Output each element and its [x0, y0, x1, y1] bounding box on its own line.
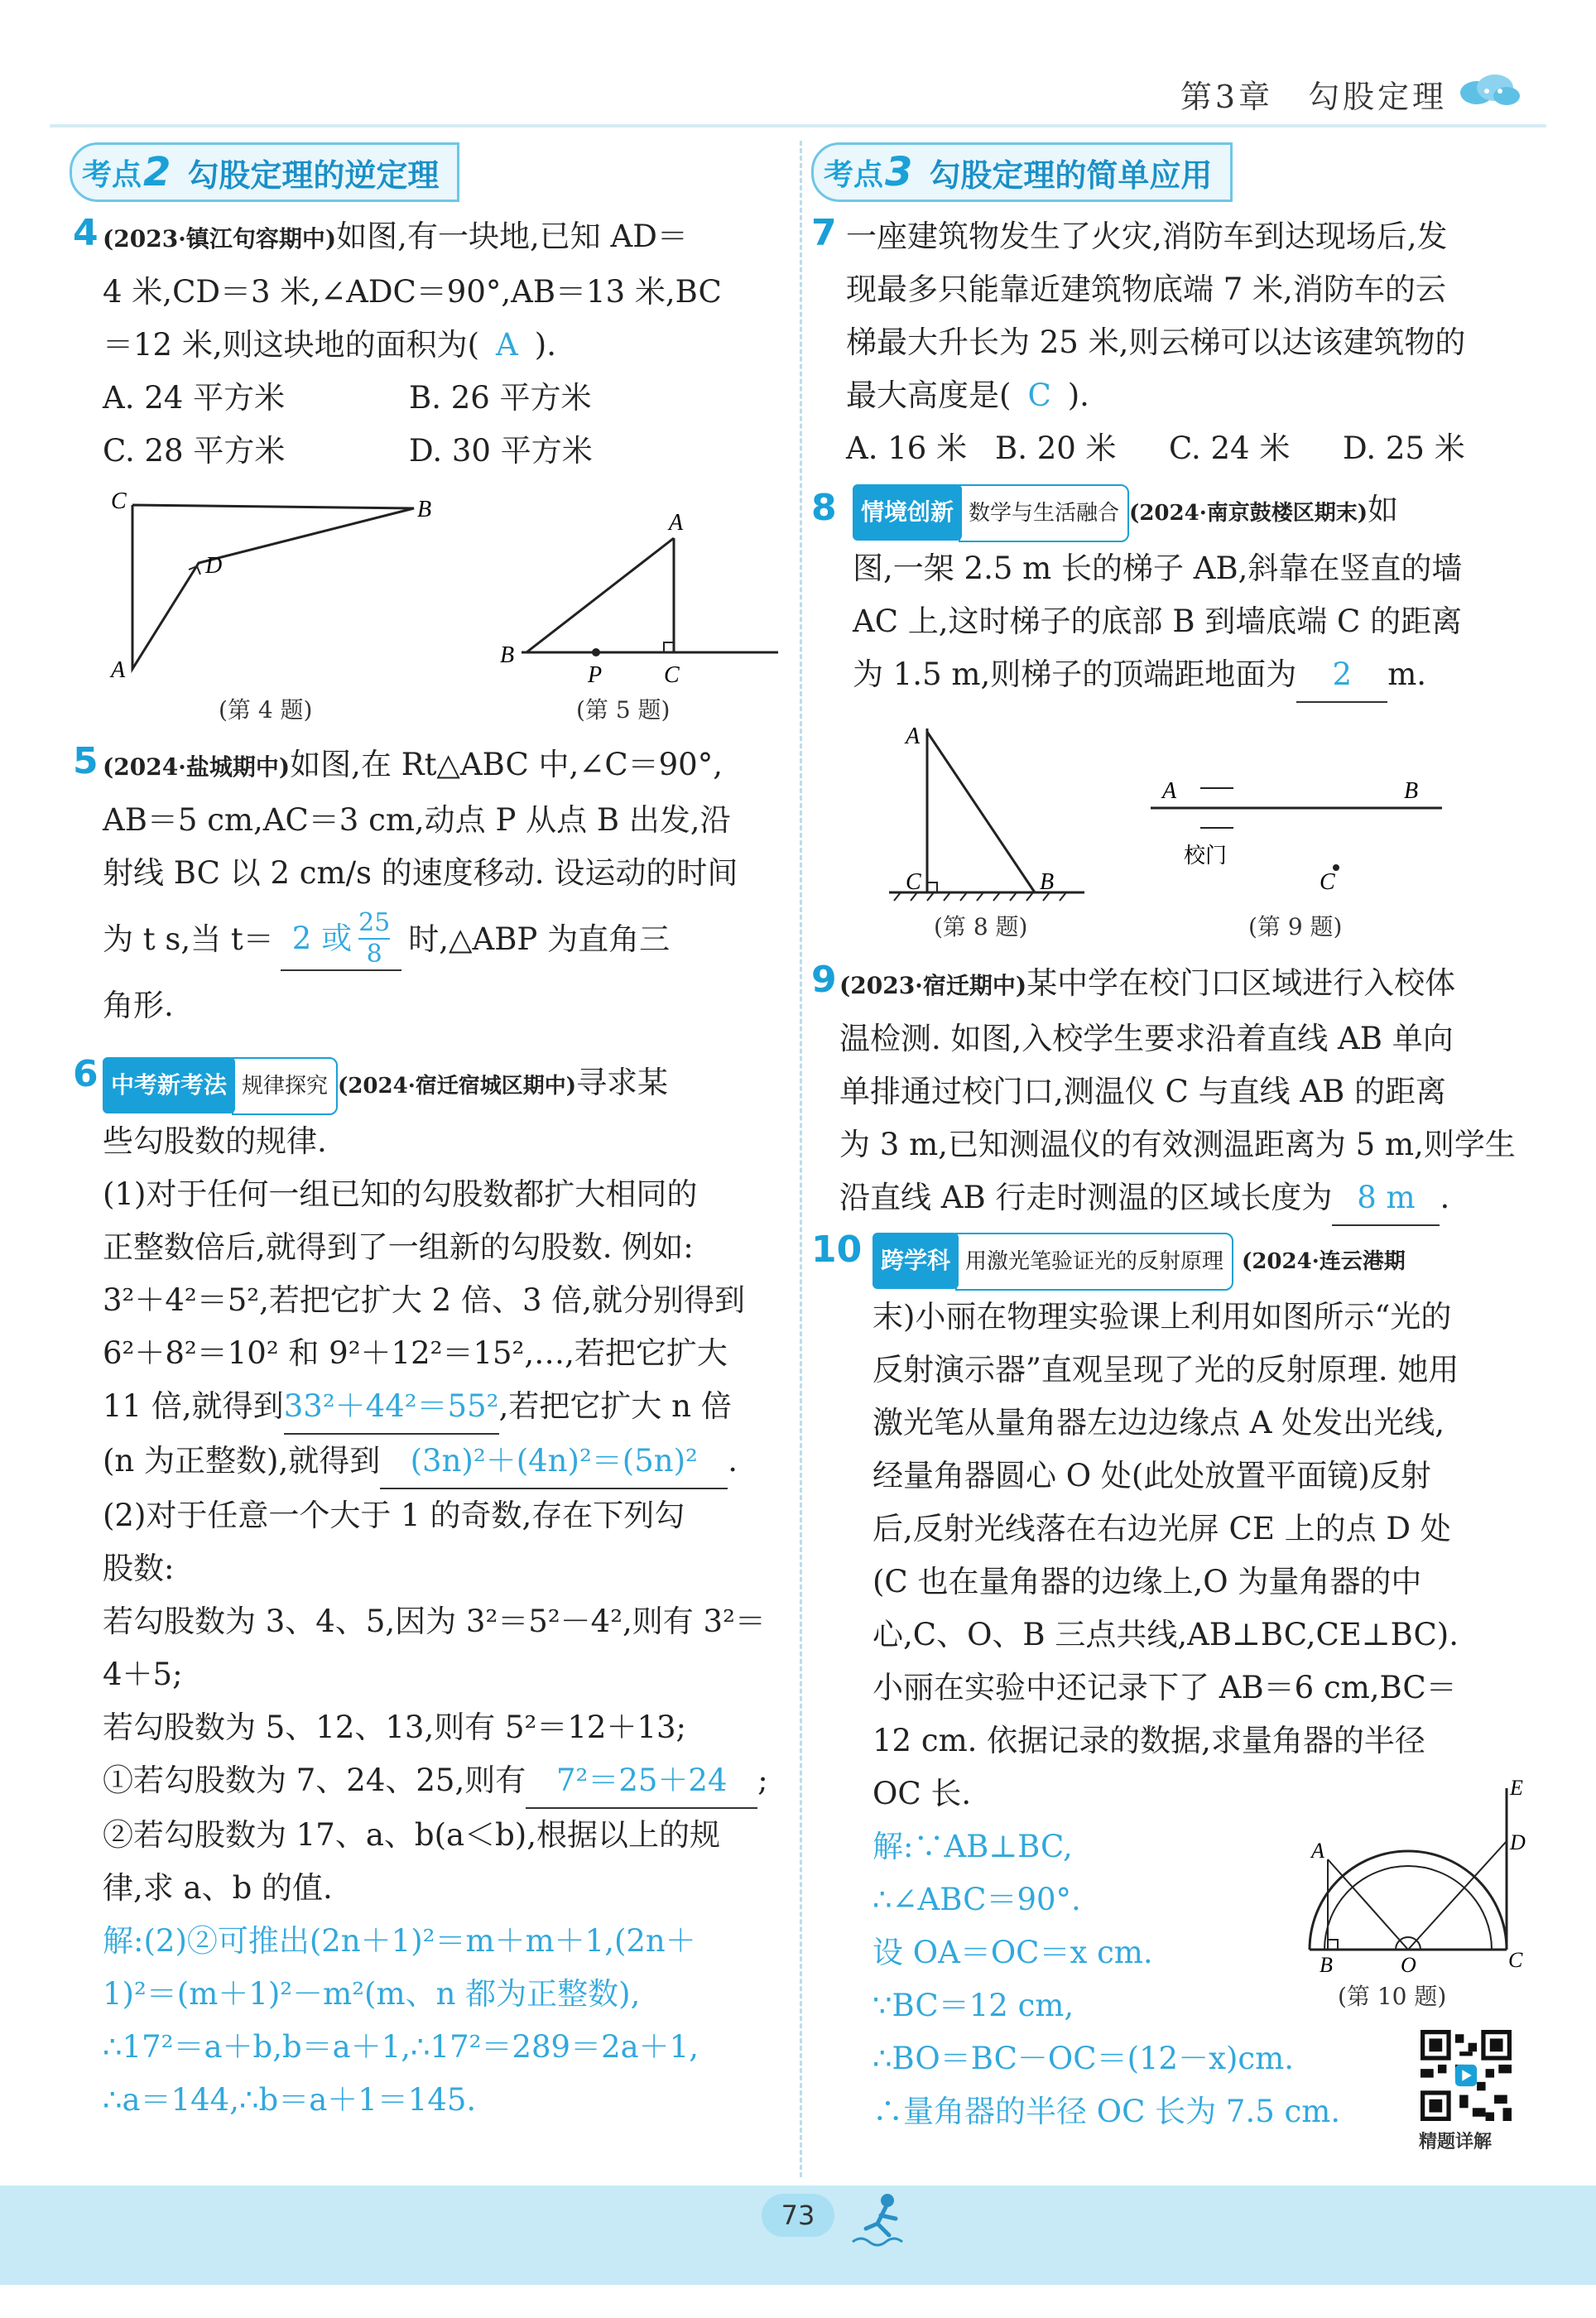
q5-answer: 2 或: [291, 921, 353, 956]
q5-pre: 为 t s,当 t＝: [103, 921, 274, 957]
figure-10-caption: (第 10 题): [1338, 1983, 1447, 2010]
label-gate: 校门: [1184, 844, 1228, 868]
q6-solution-line: 1)²＝(m＋1)²－m²(m、n 都为正整数),: [103, 1976, 641, 2012]
page-number: 73: [762, 2194, 834, 2237]
q6-pre: (n 为正整数),就得到: [103, 1443, 381, 1479]
q7-option-b: B. 20 米: [995, 430, 1117, 466]
label-a: A: [906, 724, 921, 749]
q7-close: ).: [1067, 378, 1089, 413]
question-number-8: 8: [811, 487, 837, 529]
q6-line: 若勾股数为 3、4、5,因为 3²＝5²－4²,则有 3²＝: [103, 1604, 766, 1639]
section-header-2: [70, 142, 459, 202]
q6-solution-line: ∴17²＝a＋b,b＝a＋1,∴17²＝289＝2a＋1,: [103, 2029, 699, 2065]
section-number: 2: [143, 149, 171, 195]
q6-line: ②若勾股数为 17、a、b(a＜b),根据以上的规: [103, 1817, 720, 1853]
q8-line: 图,一架 2.5 m 长的梯子 AB,斜靠在竖直的墙: [853, 551, 1463, 586]
q10-line: 经量角器圆心 O 处(此处放置平面镜)反射: [873, 1458, 1431, 1493]
label-a: A: [1162, 778, 1177, 804]
label-b: B: [1404, 778, 1419, 804]
label-o: O: [1401, 1953, 1416, 1977]
q10-line: 12 cm. 依据记录的数据,求量角器的半径: [873, 1723, 1425, 1758]
q10-line: 心,C、O、B 三点共线,AB⊥BC,CE⊥BC).: [873, 1617, 1459, 1652]
q10-line: 激光笔从量角器左边边缘点 A 处发出光线,: [873, 1405, 1445, 1440]
question-number-4: 4: [73, 212, 99, 254]
figure-5: [497, 505, 795, 695]
q10-line: 末)小丽在物理实验课上利用如图所示“光的: [873, 1299, 1452, 1335]
figure-5-caption: (第 5 题): [576, 696, 671, 724]
q4-option-a: A. 24 平方米: [103, 380, 286, 416]
question-9: [839, 957, 1535, 1226]
q4-line: 如图,有一块地,已知 AD＝: [336, 219, 688, 254]
q8-line: AC 上,这时梯子的底部 B 到墙底端 C 的距离: [853, 604, 1463, 639]
q10-solution-line: ∴量角器的半径 OC 长为 7.5 cm.: [873, 2094, 1341, 2129]
section-tag: 考点: [824, 157, 884, 192]
q4-close: ).: [534, 327, 556, 363]
q8-pre: 为 1.5 m,则梯子的顶端距地面为: [853, 656, 1297, 692]
figure-10: [1291, 1772, 1540, 1995]
question-number-9: 9: [811, 959, 837, 1001]
q7-line: 一座建筑物发生了火灾,消防车到达现场后,发: [846, 219, 1448, 254]
label-d: D: [1510, 1830, 1526, 1854]
qr-code-icon[interactable]: [1421, 2030, 1512, 2121]
label-a: A: [1311, 1839, 1324, 1863]
label-b: B: [500, 642, 515, 668]
label-a: A: [111, 657, 126, 683]
q5-post: 时,△ABP 为直角三: [408, 921, 671, 957]
q6-solution-line: 解:(2)②可推出(2n＋1)²＝m＋m＋1,(2n＋: [103, 1923, 696, 1959]
q6-line: 若勾股数为 5、12、13,则有 5²＝12＋13;: [103, 1710, 686, 1745]
figure-9-caption: (第 9 题): [1248, 913, 1343, 940]
question-number-6: 6: [73, 1053, 99, 1095]
q8-line: 如: [1368, 492, 1399, 527]
q9-pre: 沿直线 AB 行走时测温的区域长度为: [839, 1180, 1333, 1215]
q6-line: 正整数倍后,就得到了一组新的勾股数. 例如:: [103, 1229, 694, 1265]
q6-pre: 11 倍,就得到: [103, 1388, 284, 1424]
q8-source: (2024·南京鼓楼区期末): [1129, 501, 1368, 526]
q6-line: 寻求某: [576, 1065, 669, 1100]
question-6: [103, 1056, 790, 2127]
q6-line: 3²＋4²＝5²,若把它扩大 2 倍、3 倍,就分别得到: [103, 1282, 746, 1318]
q9-line: 为 3 m,已知测温仪的有效测温距离为 5 m,则学生: [839, 1127, 1516, 1162]
q9-post: .: [1440, 1180, 1450, 1215]
q5-last: 角形.: [103, 988, 174, 1023]
q9-answer: 8 m: [1332, 1171, 1440, 1226]
q10-solution-line: 解:∵AB⊥BC,: [873, 1829, 1073, 1864]
q7-pre: 最大高度是(: [846, 378, 1012, 413]
q6-pre: ①若勾股数为 7、24、25,则有: [103, 1763, 526, 1798]
q10-solution-line: ∵BC＝12 cm,: [873, 1988, 1074, 2023]
label-b: B: [1320, 1953, 1333, 1977]
q9-line: 某中学在校门口区域进行入校体: [1026, 965, 1456, 1001]
q4-line: 4 米,CD＝3 米,∠ADC＝90°,AB＝13 米,BC: [103, 274, 722, 310]
q6-badge: 中考新考法: [103, 1057, 235, 1113]
question-8: [853, 483, 1540, 703]
q6-post: ;: [757, 1763, 768, 1798]
q7-answer: C: [1027, 378, 1051, 413]
q7-option-a: A. 16 米: [846, 430, 968, 466]
figure-8-caption: (第 8 题): [934, 913, 1028, 940]
q6-line: 些勾股数的规律.: [103, 1123, 327, 1159]
label-c: C: [1508, 1948, 1523, 1972]
right-angle-mark: [1328, 1940, 1338, 1950]
q7-option-c: C. 24 米: [1169, 430, 1291, 466]
label-c: C: [906, 869, 921, 895]
q4-line: ＝12 米,则这块地的面积为(: [103, 327, 480, 363]
section-title: 勾股定理的逆定理: [187, 156, 440, 194]
label-b: B: [417, 497, 432, 522]
q8-post: m.: [1387, 656, 1427, 692]
ladder-ab: [927, 732, 1035, 892]
column-divider: [800, 141, 802, 2177]
q8-badge-type: 数学与生活融合: [959, 484, 1129, 542]
q6-answer-3: 7²＝25＋24: [526, 1754, 757, 1809]
q4-source: (2023·镇江句容期中): [103, 225, 337, 252]
q10-solution-line: ∴BO＝BC－OC＝(12－x)cm.: [873, 2041, 1294, 2076]
q9-source: (2023·宿迁期中): [839, 972, 1027, 999]
q10-line: (C 也在量角器的边缘上,O 为量角器的中: [873, 1564, 1422, 1599]
q8-answer: 2: [1296, 648, 1387, 703]
section-header-3: [811, 142, 1233, 202]
q6-answer-2: (3n)²＋(4n)²＝(5n)²: [380, 1435, 728, 1489]
q6-line: 律,求 a、b 的值.: [103, 1870, 333, 1906]
q5-frac-den: 8: [366, 940, 382, 969]
q6-answer-1: 33²＋44²＝55²: [284, 1380, 499, 1435]
q10-solution-line: 设 OA＝OC＝x cm.: [873, 1935, 1153, 1970]
right-angle-mark: [927, 882, 937, 892]
q10-source: (2024·连云港期: [1242, 1249, 1406, 1274]
q6-badge-type: 规律探究: [232, 1057, 338, 1115]
cloud-icon: [1457, 70, 1521, 113]
segment-ab: [526, 538, 674, 652]
q10-line: 反射演示器”直观呈现了光的反射原理. 她用: [873, 1352, 1459, 1387]
q4-answer: A: [496, 327, 518, 363]
q5-line: 如图,在 Rt△ABC 中,∠C＝90°,: [290, 747, 723, 782]
section-title: 勾股定理的简单应用: [929, 156, 1213, 194]
q6-line: (2)对于任意一个大于 1 的奇数,存在下列勾: [103, 1498, 685, 1533]
question-4: [103, 210, 781, 478]
label-c: C: [664, 662, 680, 688]
q10-line: 后,反射光线落在右边光屏 CE 上的点 D 处: [873, 1511, 1451, 1546]
question-5: [103, 738, 781, 1032]
q5-source: (2024·盐城期中): [103, 753, 291, 781]
quadrilateral-abcd: [132, 505, 414, 669]
q10-solution-line: ∴∠ABC＝90°.: [873, 1882, 1081, 1917]
q7-line: 现最多只能靠近建筑物底端 7 米,消防车的云: [846, 272, 1446, 307]
label-e: E: [1510, 1776, 1523, 1800]
question-7: [846, 210, 1533, 422]
q7-option-d: D. 25 米: [1343, 430, 1465, 466]
q7-options: [846, 422, 1533, 475]
q7-line: 梯最大升长为 25 米,则云梯可以达该建筑物的: [846, 325, 1466, 360]
label-p: P: [588, 662, 603, 688]
question-number-10: 10: [811, 1229, 863, 1271]
label-a: A: [669, 510, 684, 536]
q8-badge: 情境创新: [853, 484, 962, 541]
q10-line: 小丽在实验中还记录下了 AB＝6 cm,BC＝: [873, 1670, 1457, 1705]
q5-frac-num: 25: [358, 908, 390, 940]
q10-line: OC 长.: [873, 1776, 972, 1811]
q6-line: 6²＋8²＝10² 和 9²＋12²＝15²,…,若把它扩大: [103, 1335, 728, 1371]
q10-badge: 跨学科: [873, 1233, 959, 1289]
q4-option-c: C. 28 平方米: [103, 433, 286, 469]
figure-8: [877, 712, 1101, 902]
label-c: C: [111, 488, 127, 514]
q6-post: .: [728, 1443, 738, 1479]
runner-icon: [848, 2191, 914, 2248]
section-tag: 考点: [82, 157, 142, 192]
q6-post: ,若把它扩大 n 倍: [498, 1388, 732, 1424]
q10-badge-type: 用激光笔验证光的反射原理: [955, 1233, 1233, 1291]
label-d: D: [205, 553, 223, 579]
incident-ray: [1328, 1859, 1408, 1950]
q6-source: (2024·宿迁宿城区期中): [338, 1074, 577, 1099]
label-b: B: [1040, 869, 1055, 895]
q9-line: 温检测. 如图,入校学生要求沿着直线 AB 单向: [839, 1021, 1454, 1056]
label-c: C: [1320, 869, 1335, 895]
q6-line: (1)对于任何一组已知的勾股数都扩大相同的: [103, 1176, 698, 1212]
section-number: 3: [885, 149, 913, 195]
q6-line: 股数:: [103, 1551, 175, 1586]
figure-9: [1142, 770, 1449, 902]
q5-line: AB＝5 cm,AC＝3 cm,动点 P 从点 B 出发,沿: [103, 802, 731, 838]
question-number-5: 5: [73, 740, 99, 782]
q6-solution-line: ∴a＝144,∴b＝a＋1＝145.: [103, 2082, 477, 2118]
right-angle-mark: [664, 642, 674, 652]
question-number-7: 7: [811, 212, 837, 254]
q6-line: 4＋5;: [103, 1657, 183, 1692]
q4-option-d: D. 30 平方米: [409, 433, 593, 469]
q4-option-b: B. 26 平方米: [409, 380, 592, 416]
qr-caption: 精题详解: [1419, 2132, 1493, 2152]
figure-4-caption: (第 4 题): [219, 696, 313, 724]
point-p: [592, 648, 600, 656]
chapter-title: 第3章 勾股定理: [1180, 79, 1447, 115]
header-divider: [50, 124, 1546, 127]
q5-line: 射线 BC 以 2 cm/s 的速度移动. 设运动的时间: [103, 855, 738, 891]
figure-4: [99, 480, 464, 695]
q9-line: 单排通过校门口,测温仪 C 与直线 AB 的距离: [839, 1074, 1447, 1109]
